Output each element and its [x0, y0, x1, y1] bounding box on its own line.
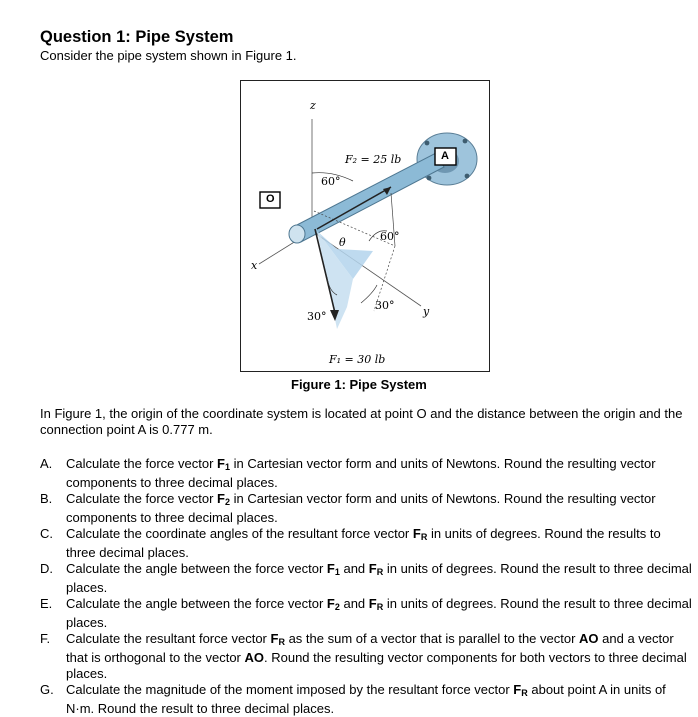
bolt-icon: [465, 174, 470, 179]
pipe-body: [293, 153, 444, 242]
bolt-icon: [427, 176, 432, 181]
pipe-system-figure: [240, 80, 490, 372]
f1-label: F₁ = 30 lb: [329, 353, 386, 366]
task-item-e: E. Calculate the angle between the force vector $F_2$ and $F_R$ in units of degrees. Round the result to three decimal places.: [40, 596, 692, 630]
f2-label: F₂ = 25 lb: [345, 153, 402, 166]
theta-label: θ: [339, 236, 346, 249]
figure-caption: Figure 1: Pipe System: [291, 377, 427, 392]
question-subtitle: Consider the pipe system shown in Figure 1.: [40, 48, 297, 63]
task-item-b: B. Calculate the force vector $F_2$ in Cartesian vector form and units of Newtons. Round the resulting vector components to three decimal places.: [40, 491, 656, 525]
x-axis-label: x: [251, 259, 258, 272]
task-item-f: F. Calculate the resultant force vector $F_R$ as the sum of a vector that is parallel to the vector AO and a vector that is orthogonal to the vector AO. Round the resulting vector components for both vectors to three decimal places.: [40, 631, 687, 681]
bolt-icon: [425, 141, 430, 146]
f2-force-arrow: [317, 187, 391, 229]
intro-paragraph: In Figure 1, the origin of the coordinate system is located at point O and the distance between the origin and the connection point A is 0.777 m.: [40, 406, 683, 437]
angle-60-right-label: 60°: [380, 230, 400, 243]
task-item-d: D. Calculate the angle between the force vector $F_1$ and $F_R$ in units of degrees. Round the result to three decimal places.: [40, 561, 692, 595]
point-a-label: A: [441, 150, 449, 162]
task-item-g: G. Calculate the magnitude of the moment imposed by the resultant force vector $F_R$ about point A in units of N·m. Round the result to three decimal places.: [40, 682, 666, 716]
question-title: Question 1: Pipe System: [40, 28, 234, 46]
point-o-label: O: [266, 193, 275, 205]
task-item-c: C. Calculate the coordinate angles of the resultant force vector $F_R$ in units of degrees. Round the results to three decimal places.: [40, 526, 661, 560]
z-axis-label: z: [310, 99, 316, 112]
bolt-icon: [463, 139, 468, 144]
angle-30-left-label: 30°: [307, 310, 327, 323]
angle-30-right-label: 30°: [375, 299, 395, 312]
y-axis-label: y: [423, 305, 430, 318]
pipe-end: [289, 225, 305, 243]
pipe-diagram: [241, 81, 490, 372]
task-list: [40, 456, 692, 717]
task-item-a: A. Calculate the force vector $F_1$ in Cartesian vector form and units of Newtons. Round the resulting vector components to three decimal places.: [40, 456, 656, 490]
angle-60-left-label: 60°: [321, 175, 341, 188]
